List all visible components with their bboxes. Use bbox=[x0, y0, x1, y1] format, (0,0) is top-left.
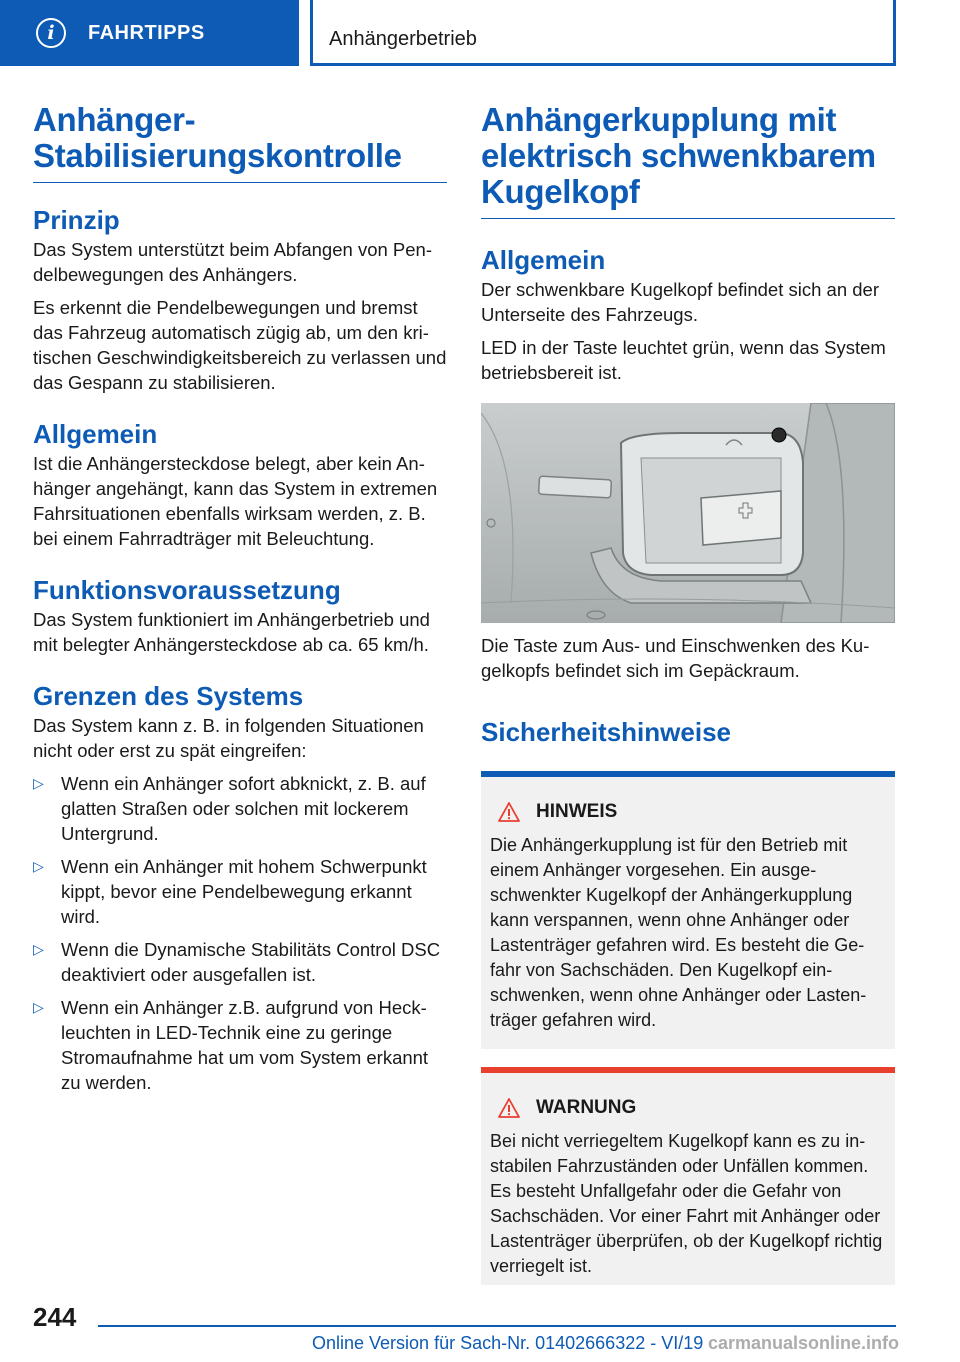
allgemein-heading-left: Allgemein bbox=[33, 419, 158, 449]
warnung-title: WARNUNG bbox=[536, 1097, 637, 1118]
warning-triangle-icon bbox=[498, 802, 520, 822]
right-column bbox=[481, 102, 895, 1285]
list-item: ▷ Wenn die Dynamische Stabilitäts Control DSC deaktiviert oder ausgefallen ist. bbox=[33, 939, 441, 985]
grenzen-list bbox=[33, 771, 447, 1095]
allgemein-text-right-1: Der schwenkbare Kugelkopf befindet sich an der Unterseite des Fahrzeugs. bbox=[481, 279, 879, 325]
warnung-notice bbox=[481, 1067, 895, 1285]
page-number: 244 bbox=[33, 1302, 77, 1332]
list-item: ▷ Wenn ein Anhänger sofort abknickt, z. B. auf glatten Straßen oder solchen mit lockerem Untergrund. bbox=[33, 773, 426, 844]
grenzen-text: Das System kann z. B. in folgenden Situationen nicht oder erst zu spät eingreifen: bbox=[33, 715, 424, 761]
hinweis-text: Die Anhängerkupplung ist für den Betrieb mit einem Anhänger vorgesehen. Ein ausgeschwenkter Kugelkopf der Anhängerkupplung kann verspannen, wenn ohne Anhänger oder Lastenträger gefahren wird. Es besteht die Gefahr von Sachschäden. Den Kugelkopf einschwenken, wenn ohne Anhänger oder Lastenträger gefahren wird. bbox=[490, 835, 867, 1030]
bullet-arrow-icon: ▷ bbox=[33, 775, 44, 791]
section-label: FAHRTIPPS bbox=[88, 21, 205, 44]
funktion-heading: Funktionsvoraussetzung bbox=[33, 575, 341, 605]
grenzen-heading: Grenzen des Systems bbox=[33, 681, 304, 711]
warnung-text: Bei nicht verriegeltem Kugelkopf kann es zu instabilen Fahrzuständen oder Unfällen kommen. Es besteht Unfallgefahr oder die Gefahr von Sachschäden. Vor einer Fahrt mit Anhänger oder Lastenträger überprüfen, ob der Kugelkopf richtig verriegelt ist. bbox=[490, 1131, 883, 1276]
list-item: ▷ Wenn ein Anhänger z.B. aufgrund von Heckleuchten in LED-Technik eine zu geringe Stromaufnahme hat um vom System erkannt zu werden. bbox=[33, 997, 429, 1093]
bullet-arrow-icon: ▷ bbox=[33, 858, 44, 874]
bullet-arrow-icon: ▷ bbox=[33, 999, 44, 1015]
prinzip-text-2: Es erkennt die Pendelbewegungen und bremst das Fahrzeug automatisch zügig ab, um den kritischen Geschwindigkeitsbereich zu verlassen und das Gespann zu stabilisieren. bbox=[33, 297, 447, 393]
photo-caption: Die Taste zum Aus- und Einschwenken des Kugelkopfs befindet sich im Gepäckraum. bbox=[481, 635, 870, 681]
trunk-illustration bbox=[481, 403, 895, 623]
info-icon: i bbox=[36, 18, 66, 48]
hinweis-title-row bbox=[498, 801, 886, 823]
online-version-text: Online Version für Sach-Nr. 01402666322 - VI/19 bbox=[312, 1333, 704, 1353]
kupplung-title: Anhängerkupplung mit elektrisch schwenkbarem Kugelkopf bbox=[481, 102, 895, 219]
hinweis-notice bbox=[481, 771, 895, 1049]
left-column bbox=[33, 102, 447, 1095]
allgemein-text-right-2: LED in der Taste leuchtet grün, wenn das System betriebsbereit ist. bbox=[481, 337, 886, 383]
warnung-title-row bbox=[498, 1097, 886, 1119]
allgemein-heading-right: Allgemein bbox=[481, 245, 606, 275]
watermark: carmanualsonline.info bbox=[708, 1333, 900, 1353]
trunk-button-photo bbox=[481, 403, 895, 623]
list-item: ▷ Wenn ein Anhänger mit hohem Schwerpunkt kippt, bevor eine Pendelbewegung erkannt wird. bbox=[33, 856, 427, 927]
chapter-header bbox=[310, 0, 896, 66]
funktion-text: Das System funktioniert im Anhängerbetrieb und mit belegter Anhängersteckdose ab ca. 65 km/h. bbox=[33, 609, 430, 655]
hinweis-title: HINWEIS bbox=[536, 801, 618, 822]
section-tab[interactable] bbox=[0, 0, 299, 66]
bullet-arrow-icon: ▷ bbox=[33, 941, 44, 957]
chapter-title: Anhängerbetrieb bbox=[329, 28, 477, 50]
prinzip-text-1: Das System unterstützt beim Abfangen von Pendelbewegungen des Anhängers. bbox=[33, 239, 432, 285]
footer-divider bbox=[98, 1325, 896, 1327]
warning-triangle-icon bbox=[498, 1098, 520, 1118]
allgemein-text-left: Ist die Anhängersteckdose belegt, aber kein Anhänger angehängt, kann das System in extremen Fahrsituationen ebenfalls wirksam werden, z. B. bei einem Fahrradträger mit Beleuchtung. bbox=[33, 453, 438, 549]
sicherheit-heading: Sicherheitshinweise bbox=[481, 717, 731, 747]
prinzip-heading: Prinzip bbox=[33, 205, 120, 235]
asc-title: Anhänger-Stabilisierungskontrolle bbox=[33, 102, 447, 183]
